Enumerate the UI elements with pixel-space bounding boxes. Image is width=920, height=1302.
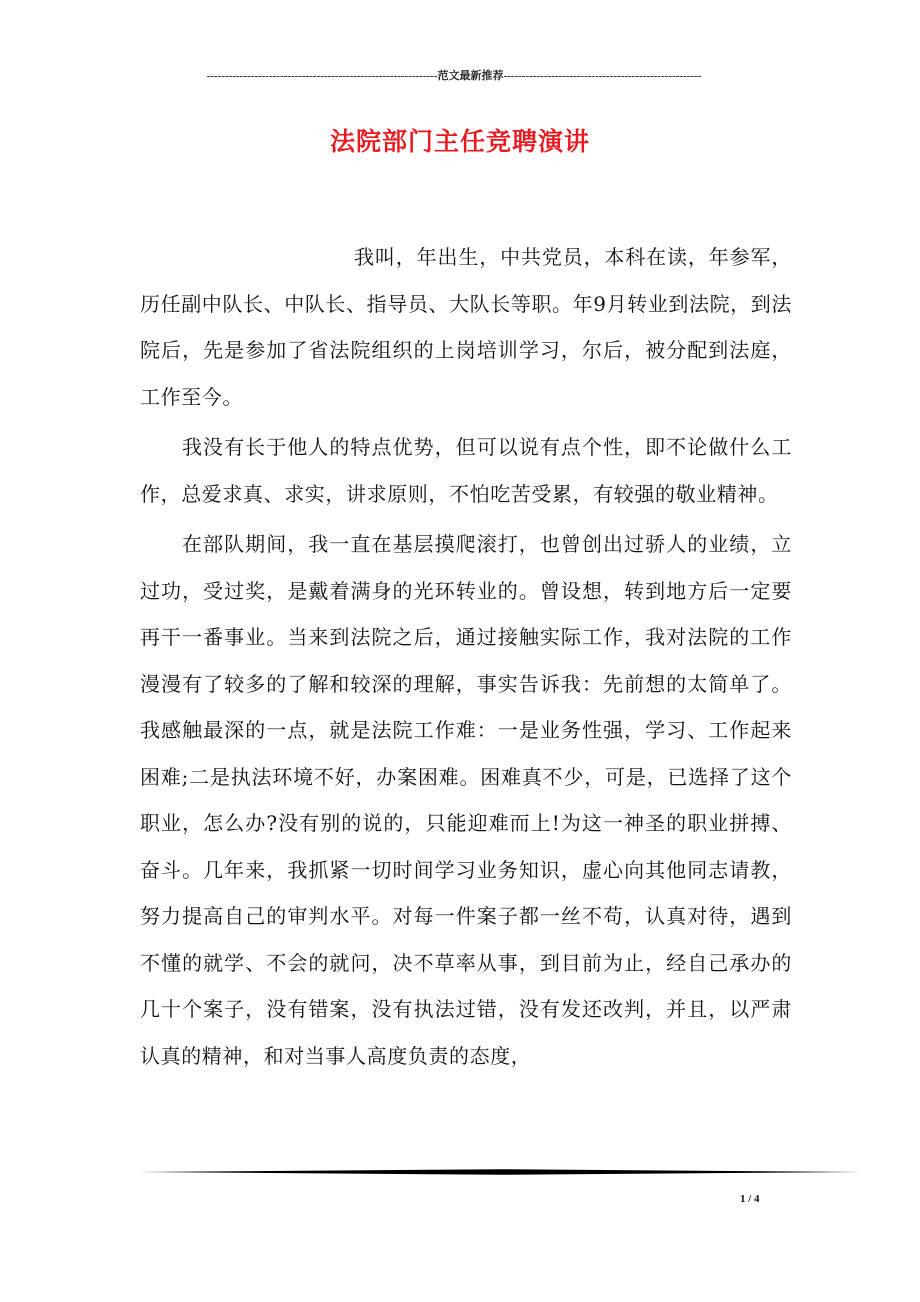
page-number: 1 / 4 [740,1193,760,1205]
footer-divider [140,1168,862,1176]
paragraph-personality: 我没有长于他人的特点优势，但可以说有点个性，即不论做什么工作，总爱求真、求实，讲求原则，不怕吃苦受累，有较强的敬业精神。 [140,435,792,506]
paragraph-intro: 我叫，年出生，中共党员，本科在读，年参军，历任副中队长、中队长、指导员、大队长等职。年9月转业到法院，到法院后，先是参加了省法院组织的上岗培训学习，尔后，被分配到法庭，工作至今。 [140,245,792,409]
document-body [140,234,792,1079]
document-title: 法院部门主任竞聘演讲 [329,127,590,156]
header-banner: ---------------------------------------------------------------范文最新推荐------------------------------------------------------ [206,70,702,82]
paragraph-experience: 在部队期间，我一直在基层摸爬滚打，也曾创出过骄人的业绩，立过功，受过奖，是戴着满身的光环转业的。曾设想，转到地方后一定要再干一番事业。当来到法院之后，通过接触实际工作，我对法院的工作漫漫有了较多的了解和较深的理解，事实告诉我：先前想的太简单了。我感触最深的一点，就是法院工作难：一是业务性强，学习、工作起来困难;二是执法环境不好，办案困难。困难真不少，可是，已选择了这个职业，怎么办?没有别的说的，只能迎难而上!为这一神圣的职业拼搏、奋斗。几年来，我抓紧一切时间学习业务知识，虚心向其他同志请教，努力提高自己的审判水平。对每一件案子都一丝不苟，认真对待，遇到不懂的就学、不会的就问，决不草率从事，到目前为止，经自己承办的几十个案子，没有错案，没有执法过错，没有发还改判，并且，以严肃认真的精神，和对当事人高度负责的态度， [140,532,792,1068]
